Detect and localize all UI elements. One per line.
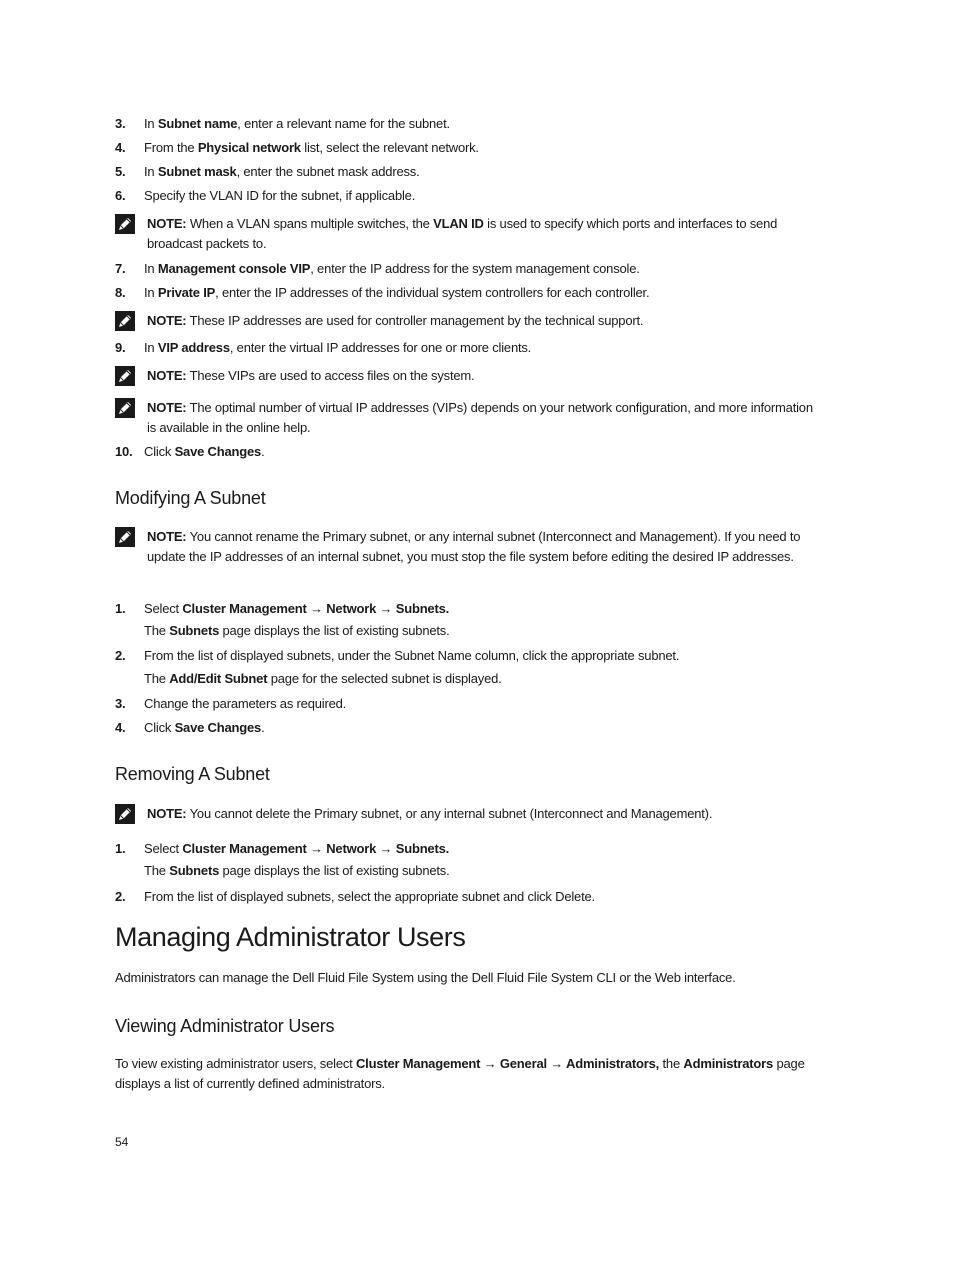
admin-intro: Administrators can manage the Dell Fluid File System using the Dell Fluid File System CLI or the Web interface. (115, 970, 736, 985)
text: . (261, 444, 265, 459)
text: Click (144, 720, 175, 735)
note-label: NOTE: (147, 313, 187, 328)
note-text (147, 527, 815, 566)
step-number: 4. (115, 140, 126, 155)
text: page for the selected subnet is displayed. (267, 671, 502, 686)
text: , enter the subnet mask address. (236, 164, 420, 179)
text: You cannot rename the Primary subnet, or any internal subnet (Interconnect and Management). If you need to update the IP addresses of an internal subnet, you must stop the file system before editing the desired IP addresses. (147, 529, 801, 564)
ui-term: Save Changes (174, 444, 262, 459)
heading-managing-admin-users: Managing Administrator Users (115, 922, 466, 952)
ui-term: Subnets (169, 863, 220, 878)
step-result (144, 671, 824, 687)
text: , enter the virtual IP addresses for one or more clients. (229, 340, 532, 355)
step-result (144, 863, 824, 879)
step-number: 5. (115, 164, 126, 179)
heading-modifying-subnet: Modifying A Subnet (115, 488, 266, 508)
heading-removing-subnet: Removing A Subnet (115, 764, 270, 784)
text: When a VLAN spans multiple switches, the (186, 216, 434, 231)
ui-term: Add/Edit Subnet (169, 671, 268, 686)
step-number: 8. (115, 285, 126, 300)
text: Select (144, 601, 183, 616)
ui-term: Save Changes (174, 720, 262, 735)
text: In (144, 116, 158, 131)
ui-term: VLAN ID (433, 216, 484, 231)
note-pencil-icon (115, 398, 135, 418)
note-pencil-icon (115, 804, 135, 824)
step-number: 1. (115, 841, 126, 856)
text: These IP addresses are used for controller management by the technical support. (186, 313, 644, 328)
step-number: 3. (115, 696, 126, 711)
step-result (144, 623, 824, 639)
text: In (144, 285, 158, 300)
text: The (144, 671, 170, 686)
step-text: From the list of displayed subnets, under the Subnet Name column, click the appropriate subnet. (144, 648, 680, 663)
text: the (659, 1056, 684, 1071)
step-text (144, 444, 824, 460)
ui-term: Subnet name (157, 116, 238, 131)
menu-path: Cluster Management → Network → Subnets. (182, 841, 450, 856)
heading-viewing-admin-users: Viewing Administrator Users (115, 1016, 335, 1036)
step-number: 3. (115, 116, 126, 131)
ui-term: Management console VIP (157, 261, 311, 276)
step-text: From the list of displayed subnets, select the appropriate subnet and click Delete. (144, 889, 595, 904)
step-text (144, 720, 824, 736)
step-text: Specify the VLAN ID for the subnet, if applicable. (144, 188, 416, 203)
ui-term: Administrators (683, 1056, 774, 1071)
note-text (147, 804, 815, 824)
step-number: 6. (115, 188, 126, 203)
text: The optimal number of virtual IP addresses (VIPs) depends on your network configuration, and more information is available in the online help. (147, 400, 813, 435)
text: You cannot delete the Primary subnet, or any internal subnet (Interconnect and Management). (186, 806, 713, 821)
text: In (144, 340, 158, 355)
step-number: 4. (115, 720, 126, 735)
note-label: NOTE: (147, 216, 187, 231)
step-number: 1. (115, 601, 126, 616)
step-number: 2. (115, 889, 126, 904)
note-text (147, 366, 815, 386)
note-text (147, 398, 815, 437)
text: . (261, 720, 265, 735)
page-number: 54 (115, 1135, 129, 1149)
note-label: NOTE: (147, 400, 187, 415)
step-number: 10. (115, 444, 133, 459)
note-pencil-icon (115, 366, 135, 386)
text: To view existing administrator users, select (115, 1056, 356, 1071)
ui-term: Subnets (169, 623, 220, 638)
text: The (144, 623, 170, 638)
text: is used to specify which ports and interfaces to send broadcast packets to. (147, 216, 778, 251)
step-text: Change the parameters as required. (144, 696, 347, 711)
text: In (144, 164, 158, 179)
note-label: NOTE: (147, 529, 187, 544)
text: page displays the list of existing subnets. (219, 623, 450, 638)
ui-term: Physical network (197, 140, 301, 155)
step-text (144, 261, 824, 277)
text: These VIPs are used to access files on the system. (186, 368, 475, 383)
ui-term: Private IP (157, 285, 216, 300)
text: , enter a relevant name for the subnet. (237, 116, 450, 131)
text: In (144, 261, 158, 276)
step-number: 9. (115, 340, 126, 355)
note-label: NOTE: (147, 368, 187, 383)
text: The (144, 863, 170, 878)
note-text (147, 214, 815, 253)
text: Click (144, 444, 175, 459)
text: , enter the IP address for the system management console. (310, 261, 640, 276)
step-text (144, 285, 824, 301)
step-number: 7. (115, 261, 126, 276)
step-text (144, 116, 824, 132)
text: Select (144, 841, 183, 856)
step-text (144, 140, 824, 156)
note-pencil-icon (115, 214, 135, 234)
note-label: NOTE: (147, 806, 187, 821)
text: list, select the relevant network. (300, 140, 479, 155)
step-text (144, 340, 824, 356)
text: page displays a list of currently defined administrators. (115, 1056, 805, 1091)
step-number: 2. (115, 648, 126, 663)
step-text (144, 841, 824, 857)
menu-path: Cluster Management → Network → Subnets. (182, 601, 450, 616)
step-text (144, 164, 824, 180)
text: page displays the list of existing subnets. (219, 863, 450, 878)
text: , enter the IP addresses of the individual system controllers for each controller. (215, 285, 650, 300)
menu-path: Cluster Management → General → Administrators, (355, 1056, 660, 1071)
note-text (147, 311, 815, 331)
note-pencil-icon (115, 527, 135, 547)
step-text (144, 601, 824, 617)
ui-term: VIP address (157, 340, 230, 355)
ui-term: Subnet mask (157, 164, 237, 179)
text: From the (144, 140, 198, 155)
note-pencil-icon (115, 311, 135, 331)
viewing-admins-paragraph (115, 1054, 815, 1094)
